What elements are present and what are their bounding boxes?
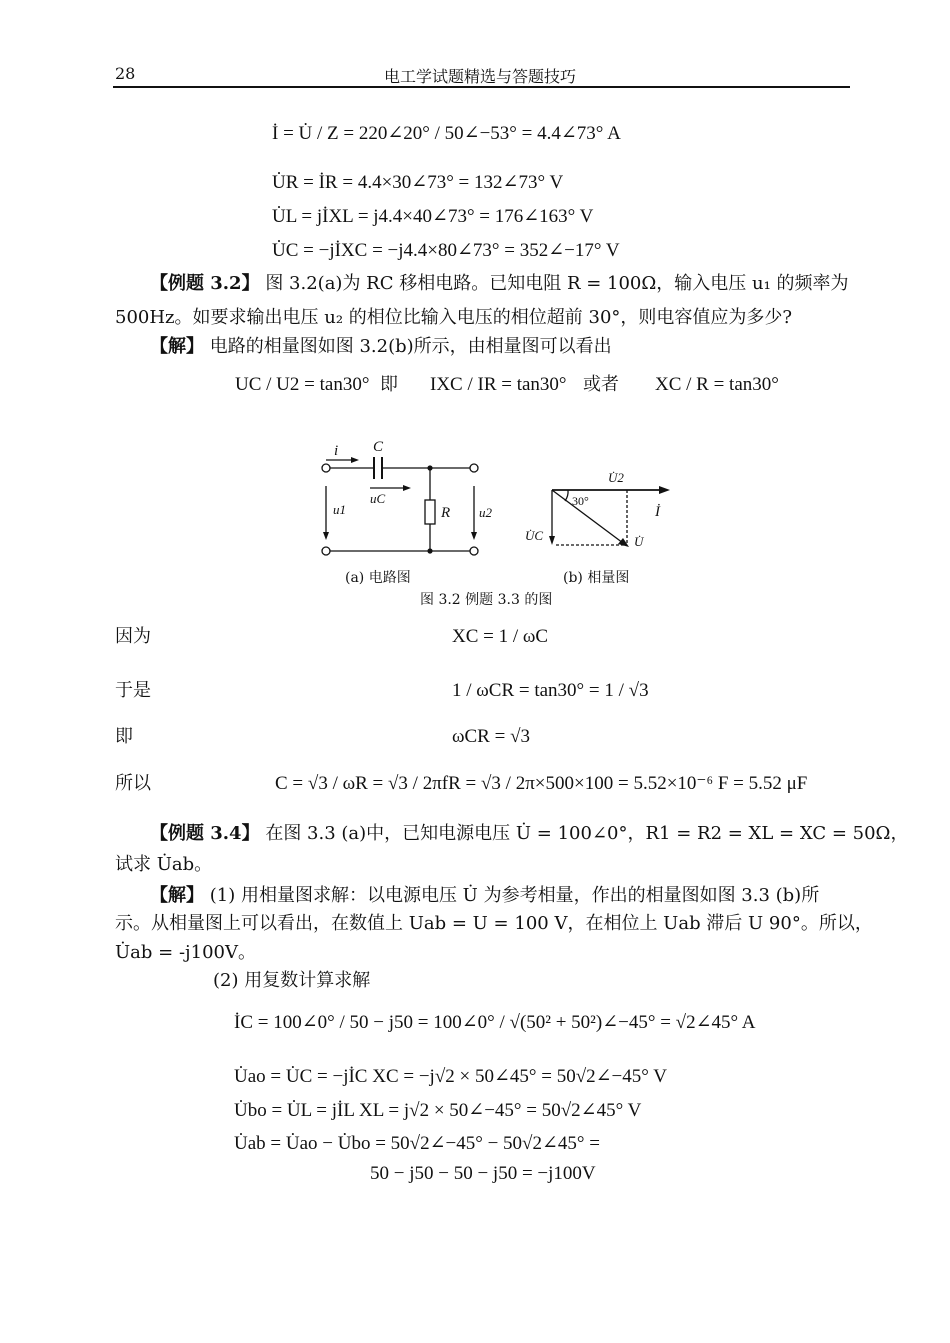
junction-bottom <box>427 548 432 553</box>
solution-label-2: 【解】 <box>150 885 204 906</box>
derivation-label-ie: 即 <box>115 726 133 747</box>
example-3-4-text1: 在图 3.3 (a)中，已知电源电压 U̇ = 100∠0°，R1 = R2 = XL = XC = 50Ω， <box>265 823 909 844</box>
example-3-4-line2: 试求 U̇ab。 <box>115 854 213 875</box>
label-i-phasor: İ <box>655 504 660 520</box>
label-uc: uC <box>370 491 386 506</box>
equation-uc: U̇C = −jİXC = −j4.4×80∠73° = 352∠−17° V <box>272 240 620 261</box>
arrowhead-u1 <box>323 532 329 540</box>
derivation-expr-2: 1 / ωCR = tan30° = 1 / √3 <box>452 680 649 701</box>
label-30deg: 30° <box>572 494 589 508</box>
equation-uab-result: 50 − j50 − 50 − j50 = −j100V <box>370 1163 596 1184</box>
label-u2-phasor: U̇2 <box>608 470 624 485</box>
example-3-4-solution2: 示。从相量图上可以看出，在数值上 Uab = U = 100 V，在相位上 Uab 滞后 U 90°。所以， <box>115 913 873 934</box>
derivation-label-then: 于是 <box>115 680 151 701</box>
example-3-4-line1 <box>150 821 908 847</box>
label-c: C <box>373 439 384 455</box>
ratio-uc-u2: UC / U2 = tan30° <box>235 374 370 395</box>
equation-uab: U̇ab = U̇ao − U̇bo = 50√2∠−45° − 50√2∠45° = <box>234 1133 600 1154</box>
equation-uao: U̇ao = U̇C = −jİC XC = −j√2 × 50∠45° = 50√2∠−45° V <box>234 1066 667 1087</box>
junction-top <box>427 465 432 470</box>
derivation-expr-4: C = √3 / ωR = √3 / 2πfR = √3 / 2π×500×100 = 5.52×10⁻⁶ F = 5.52 μF <box>275 773 808 794</box>
example-3-2-text1: 图 3.2(a)为 RC 移相电路。已知电阻 R = 100Ω，输入电压 u₁ 的频率为 <box>265 273 849 294</box>
arrowhead-i-phasor <box>659 486 670 494</box>
word-ji: 即 <box>380 374 398 395</box>
derivation-expr-3: ωCR = √3 <box>452 726 530 747</box>
example-3-4-solution1 <box>150 883 819 909</box>
example-3-4-label: 【例题 3.4】 <box>150 823 260 844</box>
derivation-expr-1: XC = 1 / ωC <box>452 626 549 647</box>
terminal-out-top <box>470 464 478 472</box>
label-i: i <box>334 443 339 459</box>
ratio-ixc-ir: IXC / IR = tan30° <box>430 374 567 395</box>
example-3-2-line2: 500Hz。如要求输出电压 u₂ 的相位比输入电压的相位超前 30°，则电容值应为多少? <box>115 307 793 328</box>
derivation-label-so: 所以 <box>115 773 151 794</box>
label-uc-phasor: U̇C <box>525 528 544 543</box>
equation-current: İ = U̇ / Z = 220∠20° / 50∠−53° = 4.4∠73° A <box>272 123 621 144</box>
word-huozhe: 或者 <box>583 374 619 395</box>
running-title: 电工学试题精选与答题技巧 <box>383 67 576 86</box>
caption-a: (a) 电路图 <box>345 570 411 586</box>
solution-text: 电路的相量图如图 3.2(b)所示，由相量图可以看出 <box>209 336 612 357</box>
label-u2: u2 <box>479 505 492 520</box>
figure-caption: 图 3.2 例题 3.3 的图 <box>420 592 553 608</box>
arrowhead-uc-phasor <box>549 536 555 545</box>
example-3-2-label: 【例题 3.2】 <box>150 273 260 294</box>
solution-label: 【解】 <box>150 336 204 357</box>
arrowhead-uc <box>403 485 411 491</box>
arrowhead-u2 <box>471 532 477 540</box>
equation-ic: İC = 100∠0° / 50 − j50 = 100∠0° / √(50² + 50²)∠−45° = √2∠45° A <box>234 1012 756 1033</box>
resistor-r <box>425 500 435 524</box>
caption-b: (b) 相量图 <box>563 570 630 586</box>
example-3-4-solution3: U̇ab = -j100V。 <box>115 942 256 963</box>
ratio-xc-r: XC / R = tan30° <box>655 374 779 395</box>
angle-arc-30 <box>565 490 568 501</box>
terminal-in-top <box>322 464 330 472</box>
terminal-in-bottom <box>322 547 330 555</box>
solution-1-text: (1) 用相量图求解：以电源电压 U̇ 为参考相量，作出的相量图如图 3.3 (b)所 <box>209 885 820 906</box>
arrowhead-i <box>351 457 359 463</box>
label-r: R <box>441 505 451 521</box>
derivation-label-because: 因为 <box>115 626 151 647</box>
equation-ul: U̇L = jİXL = j4.4×40∠73° = 176∠163° V <box>272 206 594 227</box>
label-u-phasor: U̇ <box>634 534 644 549</box>
example-3-4-solution4: (2) 用复数计算求解 <box>213 970 371 991</box>
label-u1: u1 <box>333 502 346 517</box>
page-number: 28 <box>115 64 136 83</box>
equation-ubo: U̇bo = U̇L = jİL XL = j√2 × 50∠−45° = 50√2∠45° V <box>234 1100 642 1121</box>
terminal-out-bottom <box>470 547 478 555</box>
equation-ur: U̇R = İR = 4.4×30∠73° = 132∠73° V <box>272 172 564 193</box>
